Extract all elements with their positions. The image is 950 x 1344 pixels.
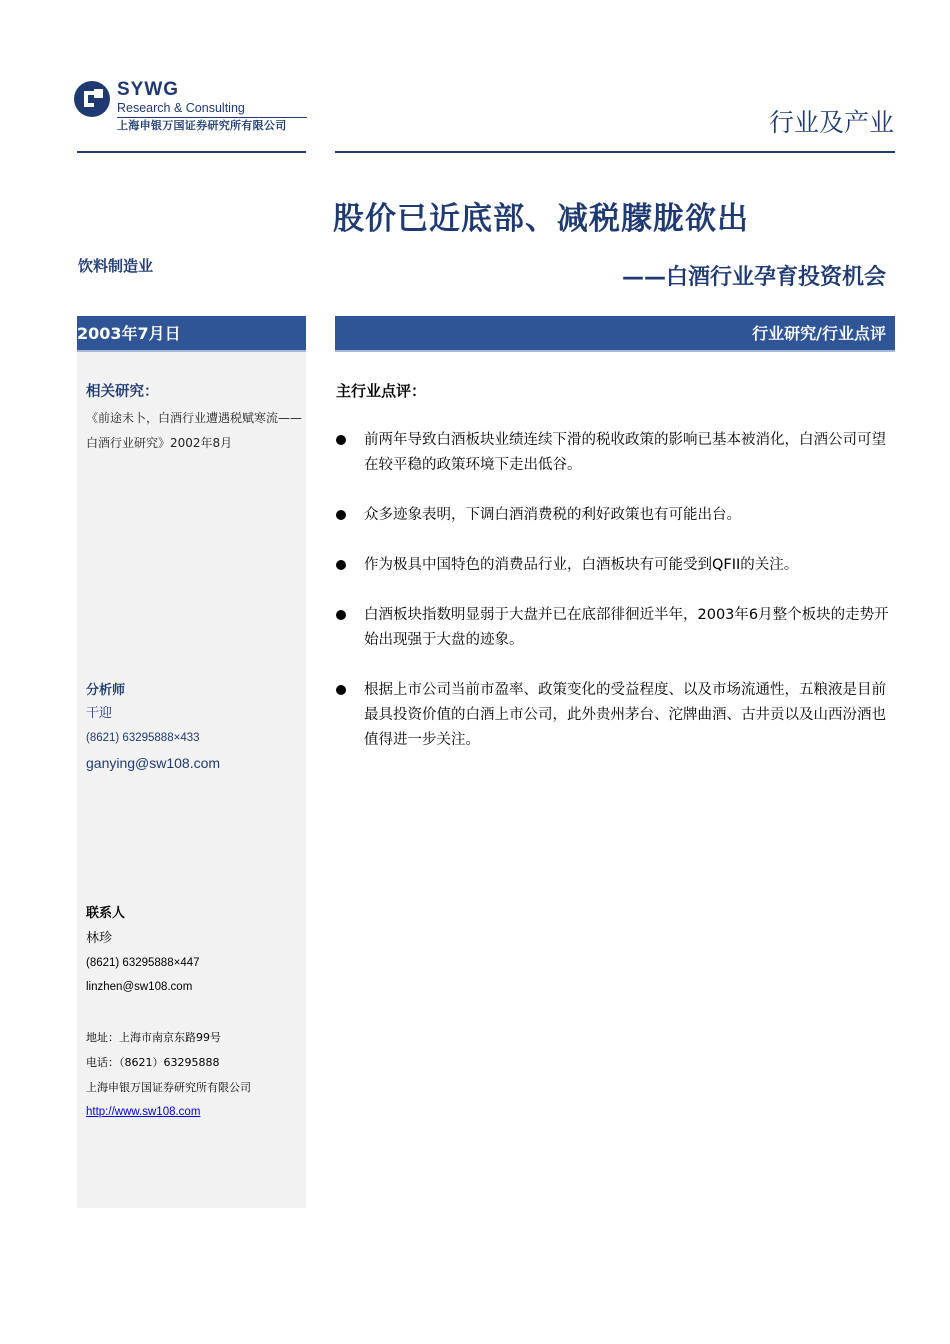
key-point bbox=[336, 678, 891, 753]
logo-tagline: Research & Consulting bbox=[117, 101, 245, 115]
analyst-name: 干迎 bbox=[86, 706, 113, 721]
analyst-heading: 分析师 bbox=[86, 683, 126, 698]
key-point-text: 白酒板块指数明显弱于大盘并已在底部徘徊近半年，2003年6月整个板块的走势开始出现强于大盘的迹象。 bbox=[364, 607, 889, 648]
logo-divider bbox=[117, 117, 307, 118]
analyst-email[interactable]: ganying@sw108.com bbox=[86, 755, 221, 771]
key-point bbox=[336, 428, 891, 478]
contact-email[interactable]: linzhen@sw108.com bbox=[86, 981, 193, 993]
report-title: 股价已近底部、减税朦胧欲出 bbox=[333, 201, 749, 237]
company-logo-icon bbox=[73, 80, 111, 118]
industry-label: 饮料制造业 bbox=[78, 257, 154, 275]
header-rule-right bbox=[335, 151, 895, 153]
company-address: 地址：上海市南京东路99号 bbox=[86, 1031, 221, 1044]
report-type: 行业研究/行业点评 bbox=[752, 324, 886, 343]
key-point-text: 作为极具中国特色的消费品行业，白酒板块有可能受到QFII的关注。 bbox=[364, 557, 799, 573]
bullet-icon bbox=[336, 435, 346, 445]
key-point bbox=[336, 503, 891, 528]
main-heading: 主行业点评： bbox=[336, 382, 427, 400]
related-research-heading: 相关研究： bbox=[86, 384, 159, 400]
logo-company-name: 上海申银万国证券研究所有限公司 bbox=[117, 119, 287, 132]
report-date: 2003年7月日 bbox=[77, 324, 181, 343]
bullet-icon bbox=[336, 610, 346, 620]
company-telephone: 电话：（8621）63295888 bbox=[86, 1056, 220, 1069]
report-subtitle: ——白酒行业孕育投资机会 bbox=[621, 265, 886, 290]
key-points-list bbox=[336, 428, 891, 753]
key-point-text: 前两年导致白酒板块业绩连续下滑的税收政策的影响已基本被消化，白酒公司可望在较平稳的政策环境下走出低谷。 bbox=[364, 432, 886, 473]
key-point-text: 众多迹象表明，下调白酒消费税的利好政策也有可能出台。 bbox=[364, 507, 741, 523]
company-name: 上海申银万国证券研究所有限公司 bbox=[86, 1081, 251, 1094]
analyst-phone: (8621) 63295888×433 bbox=[86, 732, 200, 744]
header-category: 行业及产业 bbox=[768, 108, 894, 137]
bullet-icon bbox=[336, 685, 346, 695]
key-point bbox=[336, 603, 891, 653]
contact-name: 林珍 bbox=[86, 931, 113, 946]
logo-brand: SYWG bbox=[117, 79, 180, 100]
key-point bbox=[336, 553, 891, 578]
bullet-icon bbox=[336, 560, 346, 570]
website-link[interactable]: http://www.sw108.com bbox=[86, 1106, 201, 1118]
header-rule-left bbox=[77, 151, 306, 153]
contact-phone: (8621) 63295888×447 bbox=[86, 957, 200, 969]
contact-heading: 联系人 bbox=[86, 906, 126, 921]
related-research-text: 《前途未卜，白酒行业遭遇税赋寒流——白酒行业研究》2002年8月 bbox=[86, 411, 303, 450]
key-point-text: 根据上市公司当前市盈率、政策变化的受益程度、以及市场流通性，五粮液是目前最具投资价值的白酒上市公司，此外贵州茅台、沱牌曲酒、古井贡以及山西汾酒也值得进一步关注。 bbox=[364, 682, 886, 748]
bullet-icon bbox=[336, 510, 346, 520]
